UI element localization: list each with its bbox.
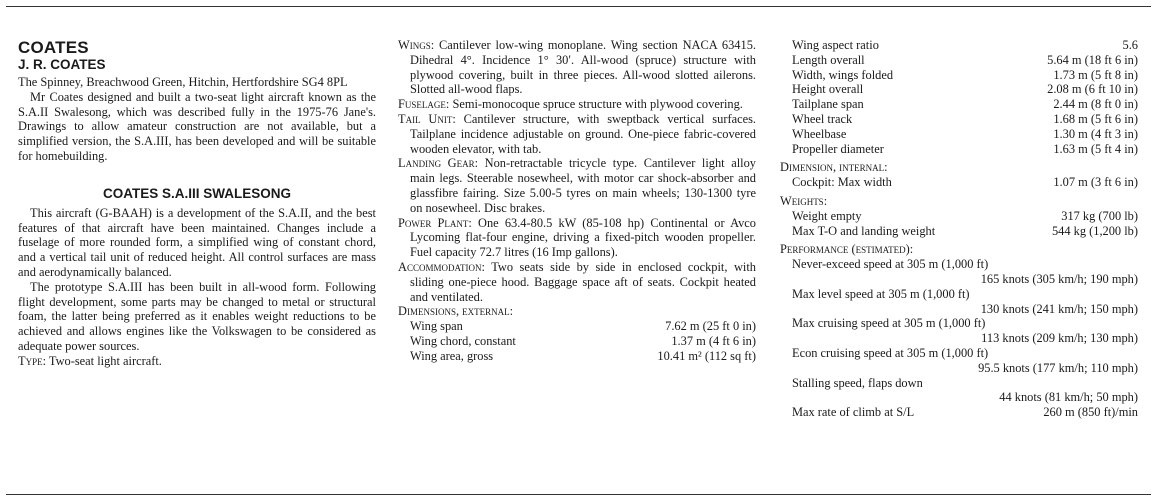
performance-heading: Performance (estimated): xyxy=(780,242,914,257)
dimensions-external-heading: Dimensions, external: xyxy=(398,304,514,319)
spec-value: 1.73 m (5 ft 8 in) xyxy=(1053,67,1138,82)
type-entry xyxy=(18,354,376,369)
wings-entry xyxy=(398,38,756,97)
spec-label: Wing area, gross xyxy=(410,348,494,363)
spec-label: Max rate of climb at S/L xyxy=(792,405,915,420)
spec-value: 10.41 m² (112 sq ft) xyxy=(657,348,756,363)
power-plant-text: One 63.4-80.5 kW (85-108 hp) Continental or Avco Lycoming flat-four engine, driving a fixed-pitch wooden propeller. Fuel capacity 72.7 litres (16 Imp gallons). xyxy=(410,215,756,260)
spec-label: Wing aspect ratio xyxy=(792,38,879,52)
spec-value: 5.64 m (18 ft 6 in) xyxy=(1047,52,1138,67)
spec-row xyxy=(780,127,1138,142)
spec-row xyxy=(780,97,1138,112)
address: The Spinney, Breachwood Green, Hitchin, Hertfordshire SG4 8PL xyxy=(18,75,348,89)
spec-row xyxy=(398,334,756,349)
spec-label: Cockpit: Max width xyxy=(792,175,892,190)
perf-label: Econ cruising speed at 305 m (1,000 ft) xyxy=(792,345,989,360)
spec-label: Length overall xyxy=(792,52,865,67)
spec-value: 1.07 m (3 ft 6 in) xyxy=(1053,175,1138,190)
spec-row xyxy=(780,142,1138,157)
perf-label: Stalling speed, flaps down xyxy=(792,375,923,390)
spec-row xyxy=(398,319,756,334)
spec-value: 317 kg (700 lb) xyxy=(1061,208,1138,223)
spec-row xyxy=(398,349,756,364)
description-paragraph-1: This aircraft (G-BAAH) is a development of the S.A.II, and the best features of that aircraft have been maintained. Changes include a fuselage of more rounded form, a simplified wing of constant chord, and a vertical tail unit of reduced height. All control surfaces are mass and aerodynamically balanced. xyxy=(18,205,376,279)
spec-value: 7.62 m (25 ft 0 in) xyxy=(665,319,756,334)
spec-value: 5.6 xyxy=(1122,38,1138,52)
spec-label: Wheel track xyxy=(792,111,853,126)
spec-row xyxy=(780,68,1138,83)
spec-value: 544 kg (1,200 lb) xyxy=(1051,223,1138,238)
spec-label: Wing span xyxy=(410,319,463,334)
accommodation-text: Two seats side by side in enclosed cockpit, with sliding one-piece hood. Baggage space aft of seats. Cockpit heated and ventilated. xyxy=(410,259,757,304)
spec-label: Weight empty xyxy=(792,208,862,223)
spec-value: 2.44 m (8 ft 0 in) xyxy=(1053,97,1138,112)
fuselage-entry xyxy=(398,97,756,112)
column-3 xyxy=(780,38,1138,420)
spec-value: 1.30 m (4 ft 3 in) xyxy=(1053,126,1138,141)
fuselage-text: Semi-monocoque spruce structure with plywood covering. xyxy=(452,97,743,112)
intro-paragraph: Mr Coates designed and built a two-seat light aircraft known as the S.A.II Swalesong, which was described fully in the 1975-76 Jane's. Drawings to allow amateur construction are not available, but a simplified version, the S.A.III, has been developed and will be suitable for homebuilding. xyxy=(18,89,376,163)
spec-row xyxy=(780,38,1138,53)
tail-entry xyxy=(398,112,756,156)
spec-value: 260 m (850 ft)/min xyxy=(1043,405,1138,420)
spec-label: Wing chord, constant xyxy=(410,333,516,348)
climb-row xyxy=(780,405,1138,420)
spec-value: 2.08 m (6 ft 10 in) xyxy=(1047,82,1138,97)
spec-row xyxy=(780,112,1138,127)
bottom-rule xyxy=(6,494,1151,495)
manufacturer-title: COATES xyxy=(18,38,89,57)
spec-value: 1.37 m (4 ft 6 in) xyxy=(671,333,756,348)
fuselage-heading: Fuselage: xyxy=(398,97,450,112)
weights-heading: Weights: xyxy=(780,193,828,208)
tail-text: Cantilever structure, with sweptback vertical surfaces. Tailplane incidence adjustable on ground. One-piece fabric-covered wooden elevator, with tab. xyxy=(410,111,756,156)
column-1 xyxy=(18,38,376,369)
perf-value: 95.5 knots (177 km/h; 110 mph) xyxy=(978,360,1138,375)
dimension-internal-heading: Dimension, internal: xyxy=(780,160,888,175)
power-plant-entry xyxy=(398,216,756,260)
type-text: Two-seat light aircraft. xyxy=(48,353,162,368)
tail-heading: Tail Unit: xyxy=(398,111,456,126)
perf-value: 165 knots (305 km/h; 190 mph) xyxy=(980,271,1138,286)
spec-label: Width, wings folded xyxy=(792,67,894,82)
spec-label: Max T-O and landing weight xyxy=(792,223,936,238)
spec-label: Wheelbase xyxy=(792,126,847,141)
spec-label: Tailplane span xyxy=(792,97,864,112)
spec-value: 1.63 m (5 ft 4 in) xyxy=(1053,141,1138,156)
type-heading: Type: xyxy=(18,353,47,368)
perf-value: 113 knots (209 km/h; 130 mph) xyxy=(981,331,1138,346)
designer-name: J. R. COATES xyxy=(18,57,106,72)
aircraft-section-title: COATES S.A.III SWALESONG xyxy=(102,185,292,201)
perf-label: Max cruising speed at 305 m (1,000 ft) xyxy=(792,316,986,331)
spec-row xyxy=(780,209,1138,224)
perf-value: 44 knots (81 km/h; 50 mph) xyxy=(999,390,1138,405)
spec-row xyxy=(780,175,1138,190)
perf-label: Never-exceed speed at 305 m (1,000 ft) xyxy=(792,257,989,272)
spec-row xyxy=(780,53,1138,68)
perf-label: Max level speed at 305 m (1,000 ft) xyxy=(792,286,970,301)
top-rule xyxy=(6,6,1151,7)
spec-label: Height overall xyxy=(792,82,864,97)
landing-gear-heading: Landing Gear: xyxy=(398,156,479,171)
column-2 xyxy=(398,38,756,364)
landing-gear-entry xyxy=(398,156,756,215)
spec-label: Propeller diameter xyxy=(792,141,884,156)
wings-text: Cantilever low-wing monoplane. Wing section NACA 63415. Dihedral 4°. Incidence 1° 30′. All-wood (spruce) structure with plywood covering, built in three pieces. All-wood slotted ailerons. Slotted all-wood flaps. xyxy=(410,38,756,97)
spec-value: 1.68 m (5 ft 6 in) xyxy=(1053,111,1138,126)
power-plant-heading: Power Plant: xyxy=(398,215,472,230)
description-paragraph-2: The prototype S.A.III has been built in all-wood form. Following flight development, some parts may be changed to metal or structural foam, the latter being preferred as it enables weight reductions to be achieved and allows engines like the Volkswagen to be considered as adequate power sources. xyxy=(18,279,376,353)
accommodation-heading: Accommodation: xyxy=(398,259,485,274)
wings-heading: Wings: xyxy=(398,38,435,52)
perf-value: 130 knots (241 km/h; 150 mph) xyxy=(980,301,1138,316)
spec-row xyxy=(780,82,1138,97)
accommodation-entry xyxy=(398,260,756,304)
landing-gear-text: Non-retractable tricycle type. Cantilever light alloy main legs. Steerable nosewheel, with motor car shock-absorber and glassfibre fairing. Size 5.00-5 tyres on main wheels; 130-1300 tyre on nosewheel. Disc brakes. xyxy=(410,156,756,215)
spec-row xyxy=(780,224,1138,239)
